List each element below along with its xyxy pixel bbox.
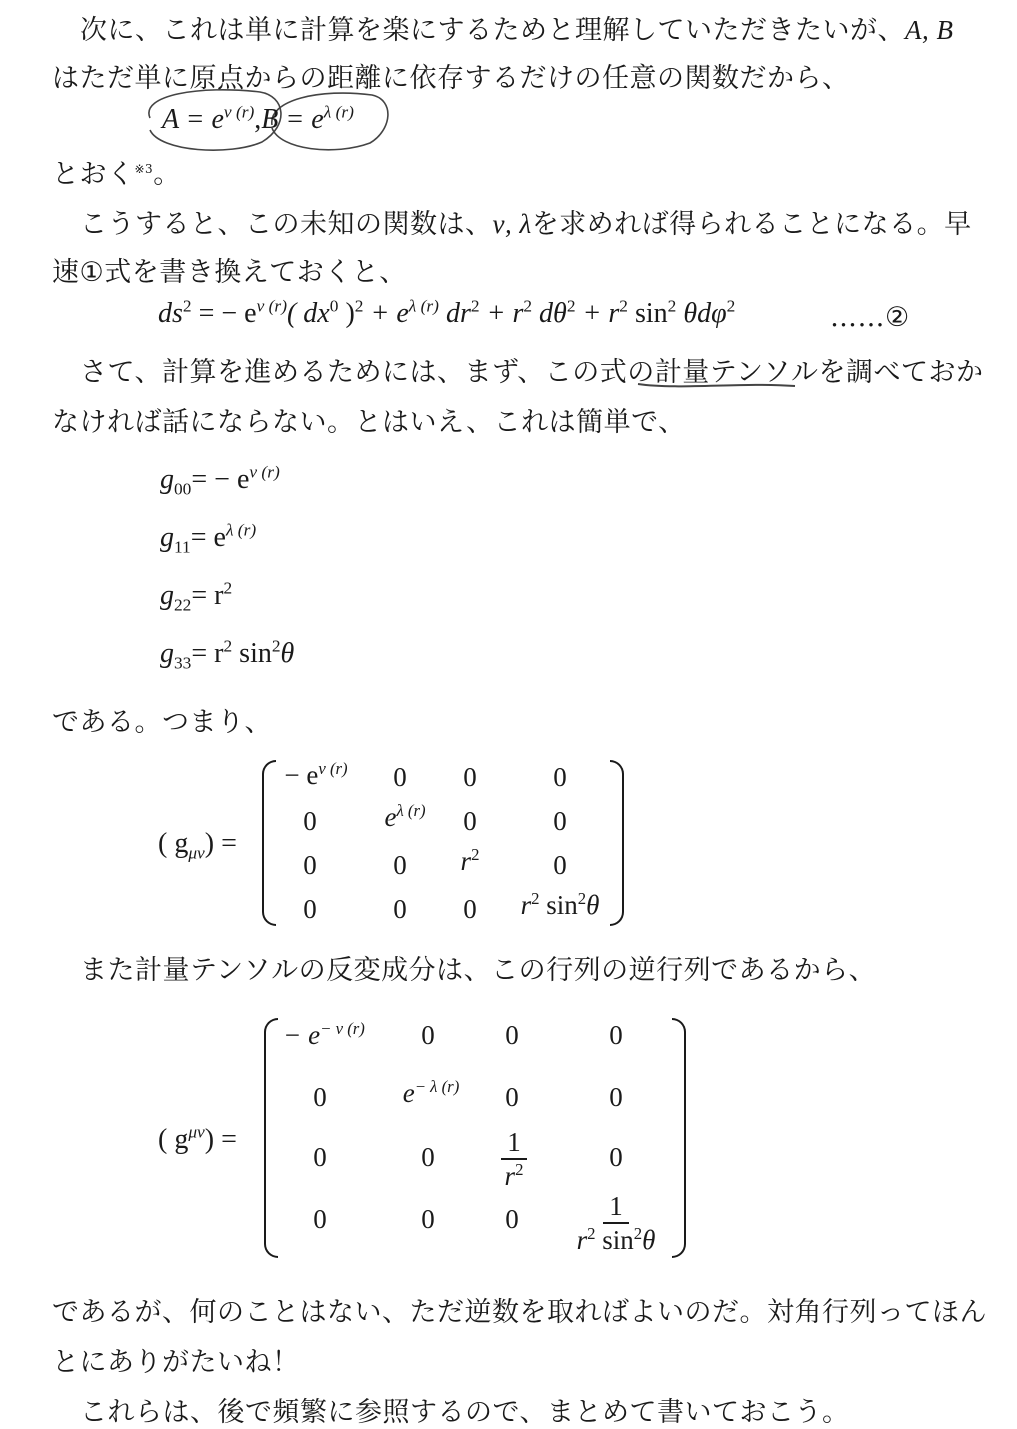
cov-r2c3: 0 <box>553 850 567 880</box>
para7-line2: とにありがたいね！ <box>52 1347 300 1378</box>
contra-r3c3: $\frac{1}{r^2 \sin^2\theta}$ <box>576 1191 656 1256</box>
cov-r1c1: $e^{\lambda (r)}$ <box>384 801 426 832</box>
para7-line1: であるが、何のことはない、ただ逆数を取ればよいのだ。対角行列ってほん <box>52 1297 987 1328</box>
contra-r2c0: 0 <box>313 1142 327 1172</box>
para6: また計量テンソルの反変成分は、この行列の逆行列であるから、 <box>80 955 877 986</box>
contravariant-bracket-left <box>264 1018 278 1258</box>
equation-2-label: ……② <box>830 302 910 333</box>
contra-r3c2: 0 <box>505 1204 519 1234</box>
component-g11: $g_{11}= e^{\lambda (r)}$ <box>160 520 257 557</box>
contra-r0c2: 0 <box>505 1020 519 1050</box>
para3-line1: こうすると、この未知の関数は、ν, λを求めれば得られることになる。早 <box>80 209 972 240</box>
covariant-bracket-right <box>610 760 624 926</box>
cov-r3c0: 0 <box>303 894 317 924</box>
cov-r3c3: $r^2$ $\sin^2\theta$ <box>520 889 600 920</box>
contra-r3c0: 0 <box>313 1204 327 1234</box>
contra-r3c1: 0 <box>421 1204 435 1234</box>
para8: これらは、後で頻繁に参照するので、まとめて書いておこう。 <box>80 1397 850 1428</box>
component-g33: $g_{33}= r^2$ $\sin^2\theta$ <box>160 636 295 673</box>
cov-r1c3: 0 <box>553 806 567 836</box>
component-g22: $g_{22}= r^2$ <box>160 578 233 615</box>
para1-line2: はただ単に原点からの距離に依存するだけの任意の関数だから、 <box>52 63 850 94</box>
contravariant-matrix-lhs: ( $g^{\mu\nu}$) = <box>158 1122 237 1155</box>
cov-r0c1: 0 <box>393 762 407 792</box>
equation-2: $ds^2$ = − $e^{\nu (r)}$( $dx^0$ )$^2 + e^{\lambda (r)}$ $dr^2 + r^2$ $d\theta^2 + r^2$ $\sin^2 \theta d\varphi^2$ <box>158 296 736 329</box>
para1-line1: 次に、これは単に計算を楽にするためと理解していただきたいが、A, B <box>80 15 954 46</box>
contra-r2c2: $\frac{1}{r^2}$ <box>484 1126 544 1194</box>
contravariant-bracket-right <box>672 1018 686 1258</box>
contra-r1c2: 0 <box>505 1082 519 1112</box>
contra-r1c0: 0 <box>313 1082 327 1112</box>
contra-r0c3: 0 <box>609 1020 623 1050</box>
cov-r3c1: 0 <box>393 894 407 924</box>
contra-r2c1: 0 <box>421 1142 435 1172</box>
cov-r2c1: 0 <box>393 850 407 880</box>
para4-line1: さて、計算を進めるためには、まず、この式の計量テンソルを調べておか <box>80 357 984 388</box>
cov-r1c0: 0 <box>303 806 317 836</box>
para3-line2: 速①式を書き換えておくと、 <box>52 257 407 288</box>
footnote-marker: ※3 <box>134 162 154 176</box>
cov-r1c2: 0 <box>463 806 477 836</box>
para4-line2: なければ話にならない。とはいえ、これは簡単で、 <box>52 407 686 438</box>
keyword-metric-tensor: 計量テンソル <box>654 357 819 388</box>
definition-A-B: $A = e^{\nu (r)},B = e^{\lambda (r)}$ <box>162 102 354 135</box>
contra-r2c3: 0 <box>609 1142 623 1172</box>
contra-r1c1: $e^{- \lambda (r)}$ <box>402 1077 460 1108</box>
cov-r2c0: 0 <box>303 850 317 880</box>
covariant-bracket-left <box>262 760 276 926</box>
covariant-matrix-lhs: ( $g_{\mu\nu}$) = <box>158 828 237 863</box>
cov-r0c2: 0 <box>463 762 477 792</box>
cov-r0c3: 0 <box>553 762 567 792</box>
contra-r0c1: 0 <box>421 1020 435 1050</box>
cov-r3c2: 0 <box>463 894 477 924</box>
para2: とおく$^{※3}$。 <box>52 159 181 190</box>
cov-r0c0: − $e^{\nu (r)}$ <box>284 759 348 790</box>
para5: である。つまり、 <box>52 707 272 738</box>
cov-r2c2: $r^2$ <box>460 845 480 876</box>
component-g00: $g_{00}= - e^{\nu (r)}$ <box>160 462 280 499</box>
contra-r1c3: 0 <box>609 1082 623 1112</box>
contra-r0c0: − $e^{- \nu (r)}$ <box>283 1019 365 1050</box>
